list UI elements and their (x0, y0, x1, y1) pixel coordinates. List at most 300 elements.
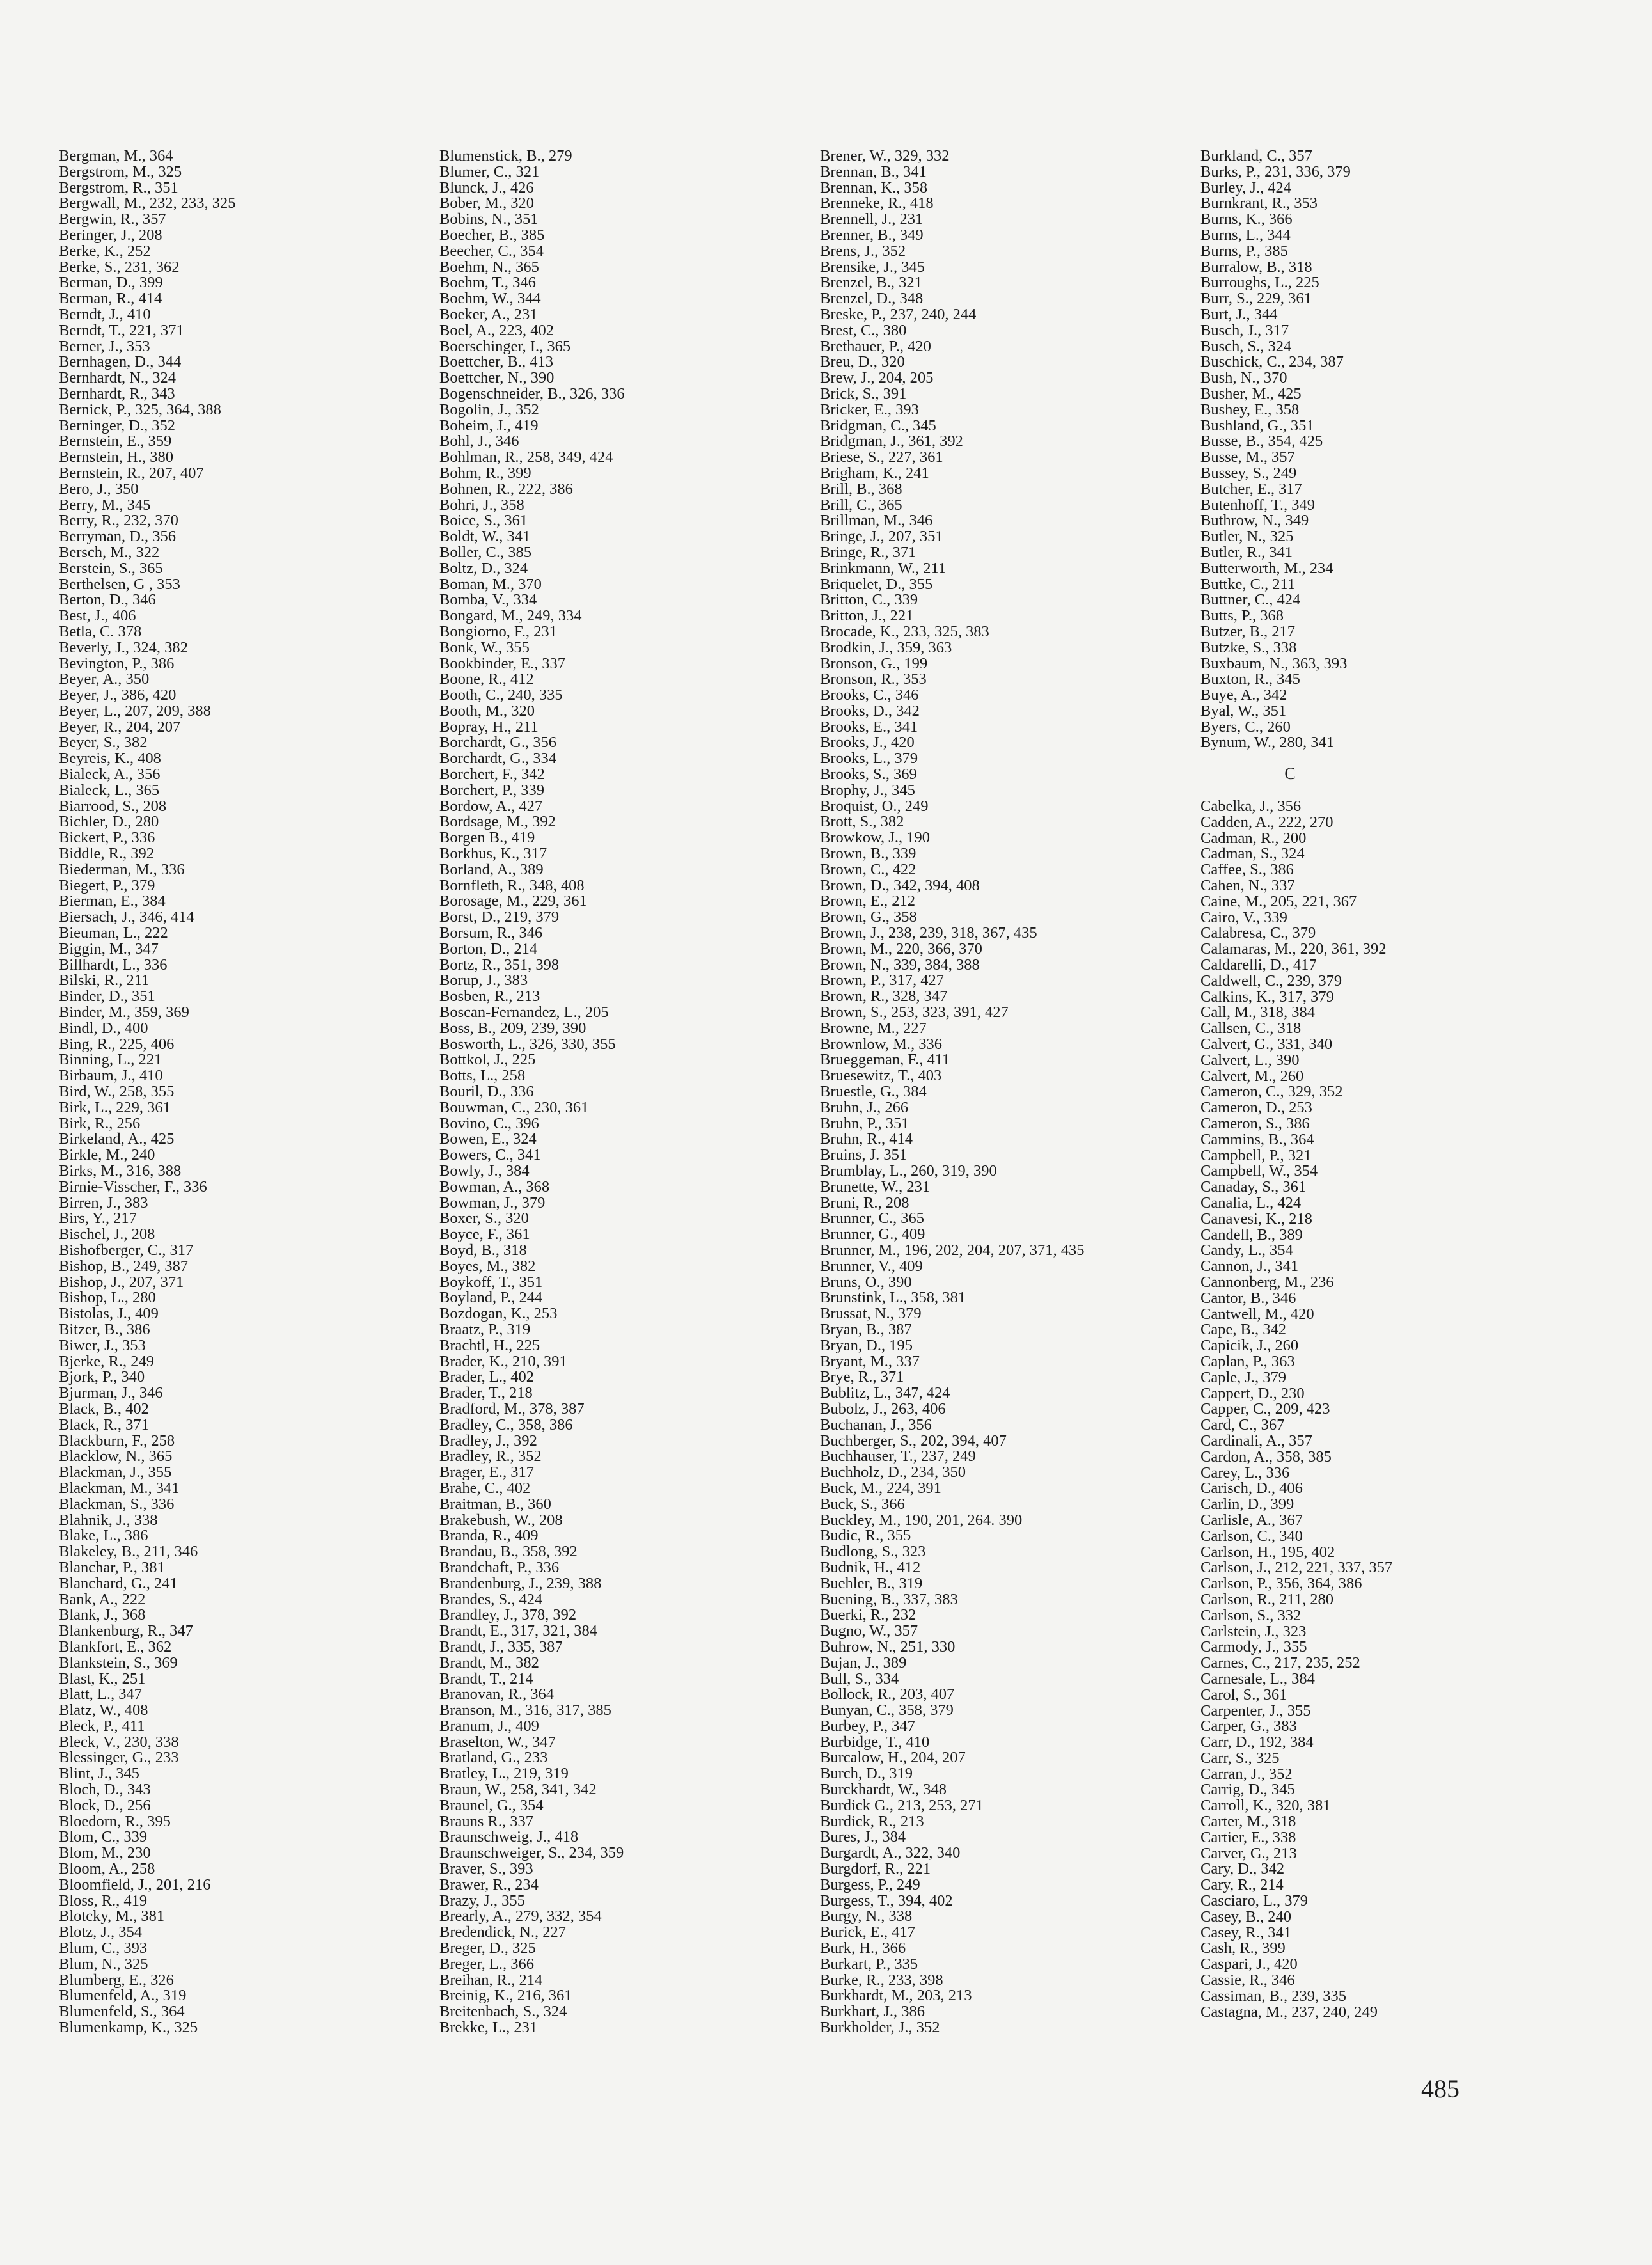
index-entry: Brown, N., 339, 384, 388 (820, 956, 980, 974)
index-entry: Cabelka, J., 356 (1200, 798, 1302, 816)
index-entry: Burkart, P., 335 (820, 1955, 918, 1973)
index-entry: Borkhus, K., 317 (439, 845, 547, 863)
index-entry: Busch, S., 324 (1200, 337, 1292, 355)
index-entry: Boyland, P., 244 (439, 1289, 543, 1307)
index-entry: Buttner, C., 424 (1200, 591, 1301, 609)
index-entry: Bjork, P., 340 (59, 1368, 145, 1386)
index-entry: Brooks, S., 369 (820, 766, 917, 784)
index-entry: Bogolin, J., 352 (439, 400, 539, 418)
index-entry: Braunel, G., 354 (439, 1796, 544, 1814)
index-entry: Berstein, S., 365 (59, 559, 163, 577)
index-entry: Blom, C., 339 (59, 1828, 148, 1846)
index-entry: Bottkol, J., 225 (439, 1051, 536, 1069)
index-entry: Biggin, M., 347 (59, 940, 159, 958)
index-entry: Blumenkamp, K., 325 (59, 2019, 198, 2037)
index-entry: Brandt, M., 382 (439, 1653, 539, 1671)
index-entry: Buchanan, J., 356 (820, 1416, 932, 1433)
index-entry: Blahnik, J., 338 (59, 1511, 158, 1529)
index-entry: Canavesi, K., 218 (1200, 1210, 1312, 1227)
index-entry: Cadden, A., 222, 270 (1200, 813, 1333, 831)
index-entry: Braitman, B., 360 (439, 1495, 551, 1513)
index-entry: Caffee, S., 386 (1200, 861, 1294, 879)
index-entry: Beyreis, K., 408 (59, 750, 161, 768)
index-entry: Butzke, S., 338 (1200, 638, 1297, 656)
index-entry: Bubolz, J., 263, 406 (820, 1400, 946, 1417)
index-entry: Bohri, J., 358 (439, 496, 524, 514)
index-entry: Bruins, J. 351 (820, 1146, 908, 1164)
index-entry: Blank, J., 368 (59, 1606, 146, 1624)
index-entry: Buckley, M., 190, 201, 264. 390 (820, 1511, 1023, 1529)
index-entry: Bernstein, E., 359 (59, 432, 172, 450)
index-entry: Blumberg, E., 326 (59, 1971, 174, 1989)
index-entry: Bloch, D., 343 (59, 1781, 151, 1799)
index-entry: Bratland, G., 233 (439, 1749, 548, 1767)
index-entry: Berry, R., 232, 370 (59, 512, 178, 530)
index-entry: Boehm, N., 365 (439, 258, 539, 276)
index-entry: Brooks, C., 346 (820, 686, 919, 704)
index-entry: Bookbinder, E., 337 (439, 654, 566, 672)
index-entry: Brick, S., 391 (820, 384, 907, 402)
index-entry: Bevington, P., 386 (59, 654, 175, 672)
index-entry: Blankenburg, R., 347 (59, 1622, 193, 1640)
index-entry: Biddle, R., 392 (59, 845, 155, 863)
index-entry: Brunner, C., 365 (820, 1210, 925, 1227)
index-entry: Carpenter, J., 355 (1200, 1701, 1311, 1719)
index-entry: Burks, P., 231, 336, 379 (1200, 162, 1351, 180)
index-entry: Bichler, D., 280 (59, 813, 159, 831)
index-entry: Bovino, C., 396 (439, 1114, 539, 1132)
index-entry: Borton, D., 214 (439, 940, 538, 958)
index-entry: Blum, C., 393 (59, 1939, 148, 1957)
index-entry: Boller, C., 385 (439, 543, 531, 561)
index-entry: Berndt, J., 410 (59, 305, 151, 323)
index-entry: Brown, D., 342, 394, 408 (820, 876, 980, 894)
index-entry: Bernstein, H., 380 (59, 448, 173, 466)
index-entry: Canalia, L., 424 (1200, 1194, 1302, 1211)
index-entry: Bird, W., 258, 355 (59, 1083, 175, 1101)
index-entry: Beyer, L., 207, 209, 388 (59, 702, 211, 720)
index-entry: Berman, R., 414 (59, 290, 162, 308)
index-entry: Brennan, B., 341 (820, 162, 927, 180)
index-entry: Carlisle, A., 367 (1200, 1511, 1303, 1529)
index-entry: Burns, K., 366 (1200, 210, 1293, 228)
index-entry: Bernhardt, N., 324 (59, 369, 177, 387)
index-entry: Boecher, B., 385 (439, 226, 545, 244)
index-entry: Burick, E., 417 (820, 1923, 916, 1941)
index-entry: Blumenfeld, S., 364 (59, 2003, 185, 2021)
index-entry: Carlson, S., 332 (1200, 1606, 1302, 1624)
index-entry: Browkow, J., 190 (820, 829, 930, 847)
index-entry: Buye, A., 342 (1200, 686, 1287, 704)
index-entry: Buck, M., 224, 391 (820, 1479, 941, 1497)
index-entry: Caple, J., 379 (1200, 1368, 1287, 1386)
index-entry: Brown, G., 358 (820, 908, 917, 926)
index-entry: Breihan, R., 214 (439, 1971, 543, 1989)
index-entry: Berton, D., 346 (59, 591, 156, 609)
index-entry: Butler, R., 341 (1200, 543, 1293, 561)
index-entry: Castagna, M., 237, 240, 249 (1200, 2003, 1378, 2021)
index-entry: Buxton, R., 345 (1200, 670, 1300, 688)
index-entry: Burnkrant, R., 353 (1200, 194, 1318, 212)
index-entry: Calkins, K., 317, 379 (1200, 988, 1334, 1006)
index-entry: Block, D., 256 (59, 1796, 151, 1814)
index-entry: Brown, P., 317, 427 (820, 972, 944, 990)
index-entry: Bergstrom, R., 351 (59, 178, 178, 196)
index-entry: Bradford, M., 378, 387 (439, 1400, 585, 1417)
index-entry: Blast, K., 251 (59, 1669, 146, 1687)
index-entry: Brownlow, M., 336 (820, 1035, 943, 1053)
index-entry: Carlson, J., 212, 221, 337, 357 (1200, 1559, 1393, 1577)
index-entry: Bordow, A., 427 (439, 797, 543, 815)
index-entry: Berman, D., 399 (59, 274, 163, 292)
index-entry: Buchberger, S., 202, 394, 407 (820, 1432, 1007, 1449)
index-entry: Cammins, B., 364 (1200, 1130, 1314, 1148)
index-entry: Braatz, P., 319 (439, 1320, 531, 1338)
index-entry: Brunette, W., 231 (820, 1178, 931, 1196)
index-entry: Budic, R., 355 (820, 1527, 911, 1545)
index-entry: Binder, M., 359, 369 (59, 1004, 189, 1022)
index-entry: Boone, R., 412 (439, 670, 534, 688)
index-entry: Bouril, D., 336 (439, 1083, 534, 1101)
index-entry: Borchert, F., 342 (439, 766, 545, 784)
index-entry: Buerki, R., 232 (820, 1606, 916, 1624)
index-entry: Bernick, P., 325, 364, 388 (59, 400, 221, 418)
index-entry: Calvert, L., 390 (1200, 1051, 1300, 1069)
index-entry: Bilski, R., 211 (59, 972, 150, 990)
index-entry: Bomba, V., 334 (439, 591, 537, 609)
index-entry: Borup, J., 383 (439, 972, 528, 990)
index-entry: Cary, R., 214 (1200, 1876, 1284, 1894)
index-entry: Bruns, O., 390 (820, 1273, 912, 1291)
index-entry: Bloom, A., 258 (59, 1860, 155, 1878)
index-entry: Brunner, V., 409 (820, 1257, 923, 1275)
index-entry: Bublitz, L., 347, 424 (820, 1384, 950, 1402)
index-entry: Booth, M., 320 (439, 702, 535, 720)
index-entry: Burkland, C., 357 (1200, 147, 1312, 164)
index-entry: Brown, C., 422 (820, 860, 916, 878)
index-entry: Broquist, O., 249 (820, 797, 929, 815)
index-entry: Biersach, J., 346, 414 (59, 908, 194, 926)
index-entry: Bruhn, J., 266 (820, 1098, 909, 1116)
index-entry: Braun, W., 258, 341, 342 (439, 1781, 597, 1799)
index-entry: Boldt, W., 341 (439, 528, 531, 546)
index-entry: Calamaras, M., 220, 361, 392 (1200, 940, 1387, 958)
index-entry: Cannonberg, M., 236 (1200, 1273, 1334, 1291)
index-entry: Best, J., 406 (59, 607, 136, 625)
index-entry: Bernstein, R., 207, 407 (59, 464, 204, 482)
index-entry: Brandley, J., 378, 392 (439, 1606, 577, 1624)
index-entry: Burr, S., 229, 361 (1200, 290, 1312, 308)
index-entry: Brenzel, B., 321 (820, 274, 922, 292)
index-entry: Birkeland, A., 425 (59, 1130, 175, 1148)
index-entry: Callsen, C., 318 (1200, 1020, 1302, 1038)
index-entry: Branson, M., 316, 317, 385 (439, 1701, 611, 1719)
index-entry: Carroll, K., 320, 381 (1200, 1797, 1331, 1815)
index-entry: Burcalow, H., 204, 207 (820, 1749, 966, 1767)
index-entry: Berninger, D., 352 (59, 416, 176, 434)
index-entry: Boscan-Fernandez, L., 205 (439, 1004, 609, 1022)
index-entry: Bortz, R., 351, 398 (439, 956, 560, 974)
index-entry: Brager, E., 317 (439, 1464, 535, 1481)
index-entry: Carlin, D., 399 (1200, 1496, 1294, 1513)
index-entry: Bryan, B., 387 (820, 1320, 912, 1338)
index-entry: Blom, M., 230 (59, 1844, 151, 1862)
index-entry: Blankfort, E., 362 (59, 1638, 172, 1655)
index-entry: Brooks, L., 379 (820, 750, 918, 768)
index-entry: Butcher, E., 317 (1200, 480, 1302, 498)
index-entry: Brekke, L., 231 (439, 2019, 538, 2037)
index-entry: Bistolas, J., 409 (59, 1305, 159, 1323)
index-entry: Breinig, K., 216, 361 (439, 1987, 572, 2005)
index-entry: Bishofberger, C., 317 (59, 1241, 194, 1259)
index-entry: Brunstink, L., 358, 381 (820, 1289, 966, 1307)
index-entry: Brooks, J., 420 (820, 734, 915, 752)
index-entry: Breitenbach, S., 324 (439, 2003, 567, 2021)
index-entry: Bogenschneider, B., 326, 336 (439, 384, 625, 402)
index-entry: Cantwell, M., 420 (1200, 1305, 1314, 1323)
index-entry: Burdick G., 213, 253, 271 (820, 1796, 984, 1814)
index-entry: Beringer, J., 208 (59, 226, 162, 244)
index-entry: Brigham, K., 241 (820, 464, 929, 482)
index-entry: Breske, P., 237, 240, 244 (820, 305, 977, 323)
index-entry: Bussey, S., 249 (1200, 464, 1297, 482)
index-entry: Burke, R., 233, 398 (820, 1971, 943, 1989)
index-column-3 (820, 148, 1178, 2036)
index-entry: Boettcher, N., 390 (439, 369, 555, 387)
index-entry: Casey, R., 341 (1200, 1923, 1291, 1941)
index-entry: Cahen, N., 337 (1200, 877, 1295, 895)
index-entry: Bishop, J., 207, 371 (59, 1273, 184, 1291)
index-entry: Binning, L., 221 (59, 1051, 162, 1069)
index-entry: Borst, D., 219, 379 (439, 908, 560, 926)
index-entry: Cartier, E., 338 (1200, 1828, 1296, 1846)
index-entry: Butts, P., 368 (1200, 607, 1284, 625)
index-entry: Borchardt, G., 356 (439, 734, 557, 752)
index-entry: Birbaum, J., 410 (59, 1067, 163, 1085)
index-entry: Campbell, P., 321 (1200, 1146, 1312, 1164)
index-entry: Biederman, M., 336 (59, 860, 185, 878)
index-entry: Boltz, D., 324 (439, 559, 528, 577)
index-entry: Carter, M., 318 (1200, 1813, 1296, 1831)
index-entry: Bynum, W., 280, 341 (1200, 734, 1334, 752)
index-entry: Berner, J., 353 (59, 337, 150, 355)
index-entry: Bitzer, B., 386 (59, 1320, 150, 1338)
index-entry: Berthelsen, G , 353 (59, 575, 180, 593)
index-entry: Cannon, J., 341 (1200, 1258, 1299, 1275)
index-entry: Bosworth, L., 326, 330, 355 (439, 1035, 616, 1053)
index-entry: Butterworth, M., 234 (1200, 559, 1333, 577)
index-entry: Capicik, J., 260 (1200, 1337, 1299, 1355)
index-entry: Bongard, M., 249, 334 (439, 607, 582, 625)
index-entry: Birnie-Visscher, F., 336 (59, 1178, 207, 1196)
index-entry: Boyes, M., 382 (439, 1257, 536, 1275)
index-entry: Blotz, J., 354 (59, 1923, 142, 1941)
index-entry: Butzer, B., 217 (1200, 622, 1296, 640)
index-entry: Bronson, R., 353 (820, 670, 927, 688)
index-entry: Cairo, V., 339 (1200, 908, 1287, 926)
index-entry: Caldarelli, D., 417 (1200, 956, 1317, 974)
index-entry: Bohl, J., 346 (439, 432, 519, 450)
index-entry: Briquelet, D., 355 (820, 575, 933, 593)
index-entry: Calvert, G., 331, 340 (1200, 1036, 1333, 1054)
index-entry: Brooks, E., 341 (820, 718, 918, 736)
index-entry: Birkle, M., 240 (59, 1146, 155, 1164)
index-entry: Biwer, J., 353 (59, 1336, 146, 1354)
index-entry: Borchardt, G., 334 (439, 750, 557, 768)
index-entry: Byers, C., 260 (1200, 718, 1291, 736)
index-entry: Burns, P., 385 (1200, 242, 1288, 260)
index-entry: Bieuman, L., 222 (59, 924, 168, 942)
index-entry: Beyer, R., 204, 207 (59, 718, 181, 736)
index-entry: Brussat, N., 379 (820, 1305, 922, 1323)
index-entry: Birks, M., 316, 388 (59, 1162, 182, 1180)
index-entry: Cadman, R., 200 (1200, 829, 1307, 847)
index-entry: Bujan, J., 389 (820, 1653, 907, 1671)
index-entry: Blatt, L., 347 (59, 1685, 142, 1703)
index-entry: Brew, J., 204, 205 (820, 369, 934, 387)
index-entry: Brahe, C., 402 (439, 1479, 531, 1497)
index-entry: Cape, B., 342 (1200, 1321, 1287, 1339)
index-entry: Branovan, R., 364 (439, 1685, 554, 1703)
index-entry: Brandenburg, J., 239, 388 (439, 1574, 602, 1592)
index-column-1 (59, 148, 391, 2036)
index-entry: Bosben, R., 213 (439, 988, 540, 1006)
index-entry: Brott, S., 382 (820, 813, 904, 831)
index-entry: Bloomfield, J., 201, 216 (59, 1875, 211, 1893)
index-entry: Braunschweiger, S., 234, 359 (439, 1844, 624, 1862)
index-entry: Brennan, K., 358 (820, 178, 928, 196)
index-entry: Boxer, S., 320 (439, 1210, 529, 1227)
index-entry: Buschick, C., 234, 387 (1200, 353, 1344, 371)
index-entry: Beverly, J., 324, 382 (59, 638, 188, 656)
index-entry: Brandchaft, P., 336 (439, 1558, 560, 1576)
index-entry: Bryant, M., 337 (820, 1352, 920, 1370)
index-entry: Buchhauser, T., 237, 249 (820, 1448, 976, 1465)
index-entry: Bowman, A., 368 (439, 1178, 550, 1196)
index-entry: Black, B., 402 (59, 1400, 149, 1417)
index-entry: Bierman, E., 384 (59, 892, 166, 910)
index-entry: Brown, B., 339 (820, 845, 916, 863)
index-entry: Candell, B., 389 (1200, 1226, 1303, 1243)
index-entry: Brill, C., 365 (820, 496, 902, 514)
index-entry: Borgen B., 419 (439, 829, 535, 847)
index-entry: Burns, L., 344 (1200, 226, 1291, 244)
index-entry: Bonk, W., 355 (439, 638, 530, 656)
index-entry: Bruhn, P., 351 (820, 1114, 909, 1132)
index-entry: Carr, S., 325 (1200, 1749, 1280, 1767)
index-entry: Black, R., 371 (59, 1416, 149, 1433)
index-entry: Brennell, J., 231 (820, 210, 924, 228)
index-entry: Botts, L., 258 (439, 1067, 526, 1085)
index-entry: Briese, S., 227, 361 (820, 448, 943, 466)
index-entry: Burgess, T., 394, 402 (820, 1891, 953, 1909)
index-entry: Boykoff, T., 351 (439, 1273, 543, 1291)
index-entry: Brener, W., 329, 332 (820, 147, 950, 164)
index-entry: Brader, K., 210, 391 (439, 1352, 567, 1370)
index-entry: Casciaro, L., 379 (1200, 1892, 1309, 1910)
index-entry: Carlson, H., 195, 402 (1200, 1543, 1335, 1561)
index-entry: Brawer, R., 234 (439, 1875, 539, 1893)
index-entry: Burdick, R., 213 (820, 1812, 924, 1830)
index-entry: Blint, J., 345 (59, 1765, 139, 1783)
index-entry: Brens, J., 352 (820, 242, 906, 260)
index-entry: Brill, B., 368 (820, 480, 902, 498)
index-entry: Boheim, J., 419 (439, 416, 539, 434)
index-entry: Caldwell, C., 239, 379 (1200, 972, 1342, 990)
index-entry: Boel, A., 223, 402 (439, 321, 554, 339)
index-entry: Capper, C., 209, 423 (1200, 1400, 1330, 1418)
index-entry: Bringe, J., 207, 351 (820, 528, 943, 546)
index-entry: Brandes, S., 424 (439, 1590, 543, 1608)
index-entry: Bouwman, C., 230, 361 (439, 1098, 589, 1116)
index-entry: Boman, M., 370 (439, 575, 542, 593)
index-entry: Blatz, W., 408 (59, 1701, 148, 1719)
index-entry: Cadman, S., 324 (1200, 845, 1305, 863)
index-entry: Bishop, L., 280 (59, 1289, 156, 1307)
index-entry: Bishop, B., 249, 387 (59, 1257, 189, 1275)
index-entry: Carnes, C., 217, 235, 252 (1200, 1654, 1360, 1672)
index-entry: Bernhagen, D., 344 (59, 353, 182, 371)
index-entry: Brodkin, J., 359, 363 (820, 638, 952, 656)
index-entry: Bloss, R., 419 (59, 1891, 148, 1909)
index-entry: Brandt, E., 317, 321, 384 (439, 1622, 598, 1640)
index-entry: Bradley, R., 352 (439, 1448, 542, 1465)
index-entry: Cameron, S., 386 (1200, 1115, 1310, 1133)
index-entry: Borosage, M., 229, 361 (439, 892, 587, 910)
index-entry: Bratley, L., 219, 319 (439, 1765, 569, 1783)
index-entry: Bordsage, M., 392 (439, 813, 556, 831)
index-entry: Budlong, S., 323 (820, 1543, 926, 1561)
index-entry: Birk, R., 256 (59, 1114, 141, 1132)
index-entry: Beyer, S., 382 (59, 734, 148, 752)
index-entry: Carol, S., 361 (1200, 1685, 1287, 1703)
index-entry: Boerschinger, I., 365 (439, 337, 571, 355)
index-column-2 (439, 148, 772, 2036)
index-entry: Bornfleth, R., 348, 408 (439, 876, 585, 894)
index-entry: Bush, N., 370 (1200, 369, 1287, 387)
index-entry: Bryan, D., 195 (820, 1336, 913, 1354)
index-entry: Bjurman, J., 346 (59, 1384, 163, 1402)
index-entry: Brearly, A., 279, 332, 354 (439, 1907, 602, 1925)
index-entry: Budnik, H., 412 (820, 1558, 921, 1576)
page-number: 485 (1421, 2074, 1459, 2103)
index-entry: Billhardt, L., 336 (59, 956, 168, 974)
index-entry: Brown, M., 220, 366, 370 (820, 940, 982, 958)
index-entry: Brophy, J., 345 (820, 781, 915, 799)
index-entry: Cameron, C., 329, 352 (1200, 1083, 1343, 1101)
index-entry: Brown, E., 212 (820, 892, 916, 910)
index-entry: Carper, G., 383 (1200, 1717, 1297, 1735)
index-entry: Burkhart, J., 386 (820, 2003, 925, 2021)
index-entry: Burgdorf, R., 221 (820, 1860, 931, 1878)
index-entry: Burt, J., 344 (1200, 305, 1278, 323)
index-entry: Bongiorno, F., 231 (439, 622, 557, 640)
index-entry: Bohm, R., 399 (439, 464, 531, 482)
index-entry: Carlson, C., 340 (1200, 1527, 1303, 1545)
index-entry: Calabresa, C., 379 (1200, 924, 1316, 942)
index-entry: Brenner, B., 349 (820, 226, 924, 244)
section-letter-heading: C (1284, 764, 1296, 784)
index-entry: Brazy, J., 355 (439, 1891, 525, 1909)
index-entry: Bergstrom, M., 325 (59, 162, 182, 180)
index-entry: Blakeley, B., 211, 346 (59, 1543, 198, 1561)
index-entry: Brethauer, P., 420 (820, 337, 931, 355)
index-entry: Berry, M., 345 (59, 496, 151, 514)
index-entry: Bridgman, J., 361, 392 (820, 432, 963, 450)
index-entry: Busse, M., 357 (1200, 448, 1295, 466)
index-entry: Bank, A., 222 (59, 1590, 146, 1608)
index-entry: Brader, L., 402 (439, 1368, 535, 1386)
